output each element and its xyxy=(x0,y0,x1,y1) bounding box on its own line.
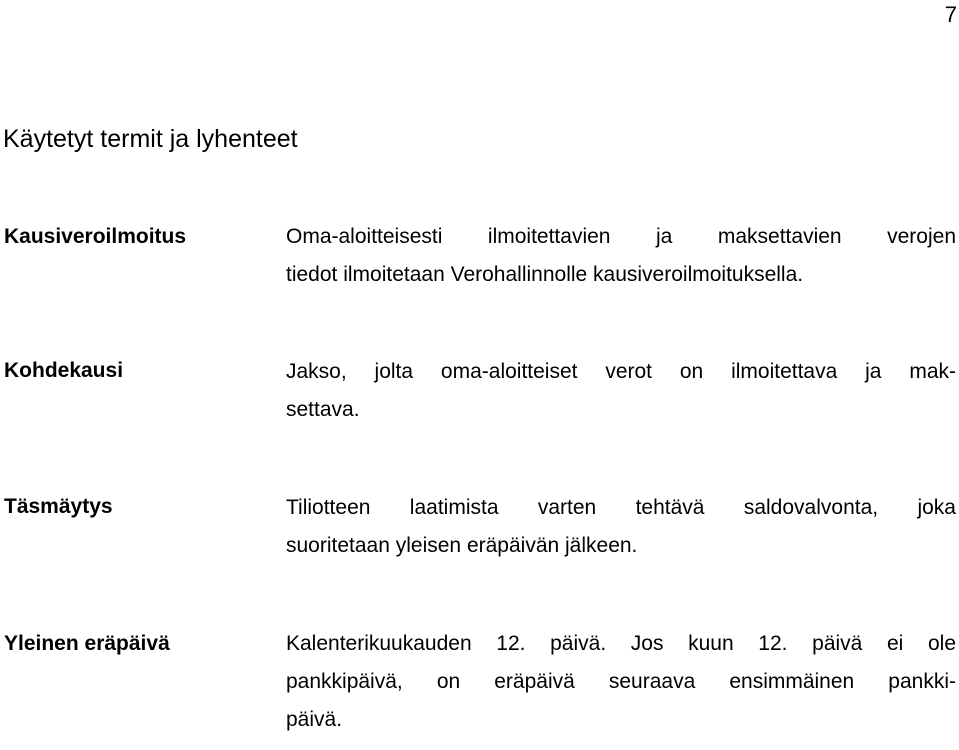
glossary-term: Kohdekausi xyxy=(4,359,124,382)
glossary-term: Täsmäytys xyxy=(4,495,113,518)
glossary-definition xyxy=(286,218,956,294)
glossary-term: Yleinen eräpäivä xyxy=(4,632,170,655)
definition-line: Tiliotteen laatimista varten tehtävä saldovalvonta, joka xyxy=(286,496,956,519)
definition-line: suoritetaan yleisen eräpäivän jälkeen. xyxy=(286,534,638,557)
definition-line: Oma-aloitteisesti ilmoitettavien ja maksettavien verojen xyxy=(286,225,956,248)
definition-line: Jakso, jolta oma-aloitteiset verot on ilmoitettava ja mak- xyxy=(286,360,956,383)
glossary-definition xyxy=(286,625,956,739)
page-number: 7 xyxy=(944,2,957,27)
glossary-definition xyxy=(286,489,956,565)
definition-line: tiedot ilmoitetaan Verohallinnolle kausiveroilmoituksella. xyxy=(286,263,804,286)
section-title: Käytetyt termit ja lyhenteet xyxy=(3,125,298,153)
glossary-term: Kausiveroilmoitus xyxy=(4,225,187,248)
definition-line: Kalenterikuukauden 12. päivä. Jos kuun 12. päivä ei ole xyxy=(286,632,956,655)
glossary-definition xyxy=(286,353,956,429)
definition-line: päivä. xyxy=(286,708,343,731)
definition-line: pankkipäivä, on eräpäivä seuraava ensimmäinen pankki- xyxy=(286,670,956,693)
definition-line: settava. xyxy=(286,398,360,421)
